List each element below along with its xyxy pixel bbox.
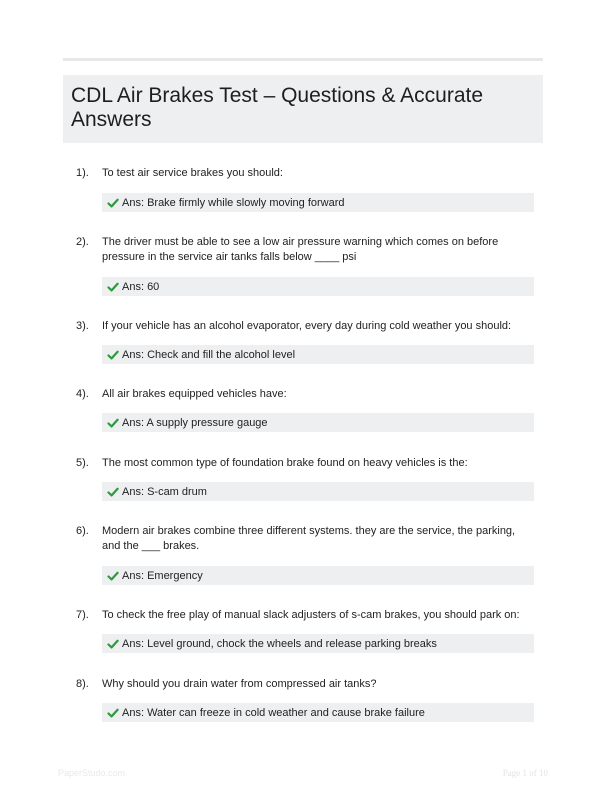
check-icon [107, 197, 119, 209]
answer-box [102, 566, 534, 585]
answer-text: Ans: A supply pressure gauge [122, 416, 268, 429]
footer-watermark: PaperStudo.com [58, 768, 126, 778]
answer-text: Ans: Check and fill the alcohol level [122, 348, 296, 361]
check-icon [107, 707, 119, 719]
page-number: Page 1 of 10 [502, 768, 548, 778]
question-number: 2). [76, 236, 89, 248]
answer-box [102, 193, 534, 212]
question-text: The driver must be able to see a low air pressure warning which comes on before pressure in the service air tanks falls below ____ psi [102, 236, 499, 263]
title-block [63, 75, 543, 143]
check-icon [107, 570, 119, 582]
question-text: Why should you drain water from compressed air tanks? [102, 678, 377, 690]
answer-box [102, 277, 534, 296]
answer-box [102, 413, 534, 432]
question-text: All air brakes equipped vehicles have: [102, 388, 287, 400]
question-number: 8). [76, 678, 89, 690]
question-text: Modern air brakes combine three different systems. they are the service, the parking, and the ___ brakes. [102, 525, 516, 552]
answer-box [102, 634, 534, 653]
question-number: 5). [76, 457, 89, 469]
question-text: To check the free play of manual slack adjusters of s-cam brakes, you should park on: [102, 609, 520, 621]
answer-box [102, 345, 534, 364]
check-icon [107, 417, 119, 429]
answer-text: Ans: S-cam drum [122, 485, 207, 498]
answer-text: Ans: 60 [122, 280, 160, 293]
question-number: 1). [76, 167, 89, 179]
question-number: 4). [76, 388, 89, 400]
page-title: CDL Air Brakes Test – Questions & Accurate Answers [71, 84, 484, 131]
answer-box [102, 482, 534, 501]
answer-box [102, 703, 534, 722]
answer-text: Ans: Emergency [122, 569, 203, 582]
question-text: If your vehicle has an alcohol evaporator, every day during cold weather you should: [102, 320, 512, 332]
check-icon [107, 486, 119, 498]
question-text: To test air service brakes you should: [102, 167, 283, 179]
answer-text: Ans: Water can freeze in cold weather and cause brake failure [122, 706, 425, 719]
question-number: 7). [76, 609, 89, 621]
answer-text: Ans: Level ground, chock the wheels and release parking breaks [122, 637, 437, 650]
question-number: 3). [76, 320, 89, 332]
answer-text: Ans: Brake firmly while slowly moving forward [122, 196, 345, 209]
check-icon [107, 638, 119, 650]
question-number: 6). [76, 525, 89, 537]
question-text: The most common type of foundation brake found on heavy vehicles is the: [102, 457, 468, 469]
check-icon [107, 349, 119, 361]
top-rule [63, 58, 543, 61]
check-icon [107, 281, 119, 293]
